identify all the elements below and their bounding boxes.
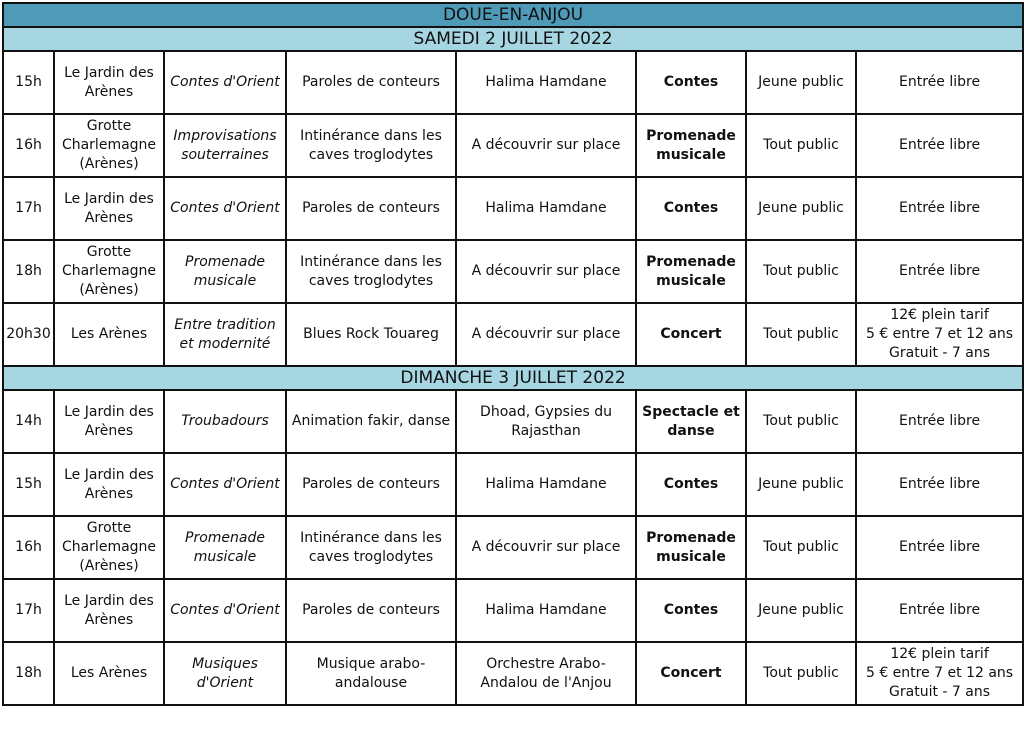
place-cell: Grotte Charlemagne (Arènes) (54, 240, 164, 303)
time-cell: 18h (3, 240, 54, 303)
artist-cell: Halima Hamdane (456, 453, 636, 516)
type-cell: Promenade musicale (636, 240, 746, 303)
description-cell: Paroles de conteurs (286, 453, 456, 516)
theme-cell: Improvisations souterraines (164, 114, 286, 177)
description-cell: Paroles de conteurs (286, 177, 456, 240)
place-cell: Grotte Charlemagne (Arènes) (54, 114, 164, 177)
day-header: DIMANCHE 3 JUILLET 2022 (3, 366, 1023, 390)
audience-cell: Jeune public (746, 579, 856, 642)
description-cell: Intinérance dans les caves troglodytes (286, 114, 456, 177)
audience-cell: Tout public (746, 390, 856, 453)
type-cell: Promenade musicale (636, 516, 746, 579)
price-cell: Entrée libre (856, 516, 1023, 579)
description-cell: Intinérance dans les caves troglodytes (286, 240, 456, 303)
place-cell: Grotte Charlemagne (Arènes) (54, 516, 164, 579)
time-cell: 16h (3, 114, 54, 177)
price-cell: Entrée libre (856, 240, 1023, 303)
time-cell: 17h (3, 177, 54, 240)
artist-cell: A découvrir sur place (456, 240, 636, 303)
place-cell: Les Arènes (54, 642, 164, 705)
type-cell: Concert (636, 642, 746, 705)
description-cell: Paroles de conteurs (286, 51, 456, 114)
theme-cell: Troubadours (164, 390, 286, 453)
artist-cell: Orchestre Arabo-Andalou de l'Anjou (456, 642, 636, 705)
time-cell: 15h (3, 453, 54, 516)
event-row (3, 177, 1023, 240)
event-row (3, 642, 1023, 705)
price-cell: Entrée libre (856, 114, 1023, 177)
theme-cell: Promenade musicale (164, 240, 286, 303)
event-row (3, 51, 1023, 114)
page-title: DOUE-EN-ANJOU (3, 3, 1023, 27)
event-row (3, 303, 1023, 366)
event-row (3, 240, 1023, 303)
price-cell: Entrée libre (856, 390, 1023, 453)
type-cell: Contes (636, 177, 746, 240)
time-cell: 18h (3, 642, 54, 705)
description-cell: Animation fakir, danse (286, 390, 456, 453)
title-banner (3, 3, 1023, 27)
type-cell: Promenade musicale (636, 114, 746, 177)
event-row (3, 453, 1023, 516)
type-cell: Contes (636, 453, 746, 516)
artist-cell: Halima Hamdane (456, 177, 636, 240)
type-cell: Contes (636, 579, 746, 642)
description-cell: Paroles de conteurs (286, 579, 456, 642)
event-row (3, 114, 1023, 177)
event-row (3, 390, 1023, 453)
time-cell: 14h (3, 390, 54, 453)
audience-cell: Jeune public (746, 453, 856, 516)
time-cell: 16h (3, 516, 54, 579)
place-cell: Le Jardin des Arènes (54, 579, 164, 642)
audience-cell: Tout public (746, 516, 856, 579)
place-cell: Le Jardin des Arènes (54, 390, 164, 453)
price-cell: Entrée libre (856, 579, 1023, 642)
theme-cell: Contes d'Orient (164, 177, 286, 240)
type-cell: Contes (636, 51, 746, 114)
theme-cell: Contes d'Orient (164, 51, 286, 114)
audience-cell: Tout public (746, 642, 856, 705)
program-table (2, 2, 1024, 706)
artist-cell: Halima Hamdane (456, 579, 636, 642)
artist-cell: A découvrir sur place (456, 303, 636, 366)
description-cell: Intinérance dans les caves troglodytes (286, 516, 456, 579)
day-header-row (3, 27, 1023, 51)
price-cell: Entrée libre (856, 51, 1023, 114)
type-cell: Concert (636, 303, 746, 366)
type-cell: Spectacle et danse (636, 390, 746, 453)
price-cell: 12€ plein tarif 5 € entre 7 et 12 ans Gratuit - 7 ans (856, 642, 1023, 705)
event-row (3, 579, 1023, 642)
price-cell: Entrée libre (856, 177, 1023, 240)
price-cell: 12€ plein tarif 5 € entre 7 et 12 ans Gratuit - 7 ans (856, 303, 1023, 366)
artist-cell: A découvrir sur place (456, 516, 636, 579)
day-header: SAMEDI 2 JUILLET 2022 (3, 27, 1023, 51)
audience-cell: Tout public (746, 303, 856, 366)
audience-cell: Jeune public (746, 177, 856, 240)
audience-cell: Tout public (746, 240, 856, 303)
price-cell: Entrée libre (856, 453, 1023, 516)
artist-cell: Dhoad, Gypsies du Rajasthan (456, 390, 636, 453)
description-cell: Blues Rock Touareg (286, 303, 456, 366)
place-cell: Les Arènes (54, 303, 164, 366)
theme-cell: Promenade musicale (164, 516, 286, 579)
description-cell: Musique arabo-andalouse (286, 642, 456, 705)
time-cell: 20h30 (3, 303, 54, 366)
place-cell: Le Jardin des Arènes (54, 177, 164, 240)
time-cell: 17h (3, 579, 54, 642)
event-row (3, 516, 1023, 579)
place-cell: Le Jardin des Arènes (54, 51, 164, 114)
theme-cell: Contes d'Orient (164, 579, 286, 642)
day-header-row (3, 366, 1023, 390)
audience-cell: Jeune public (746, 51, 856, 114)
theme-cell: Musiques d'Orient (164, 642, 286, 705)
theme-cell: Contes d'Orient (164, 453, 286, 516)
place-cell: Le Jardin des Arènes (54, 453, 164, 516)
time-cell: 15h (3, 51, 54, 114)
theme-cell: Entre tradition et modernité (164, 303, 286, 366)
artist-cell: A découvrir sur place (456, 114, 636, 177)
audience-cell: Tout public (746, 114, 856, 177)
artist-cell: Halima Hamdane (456, 51, 636, 114)
